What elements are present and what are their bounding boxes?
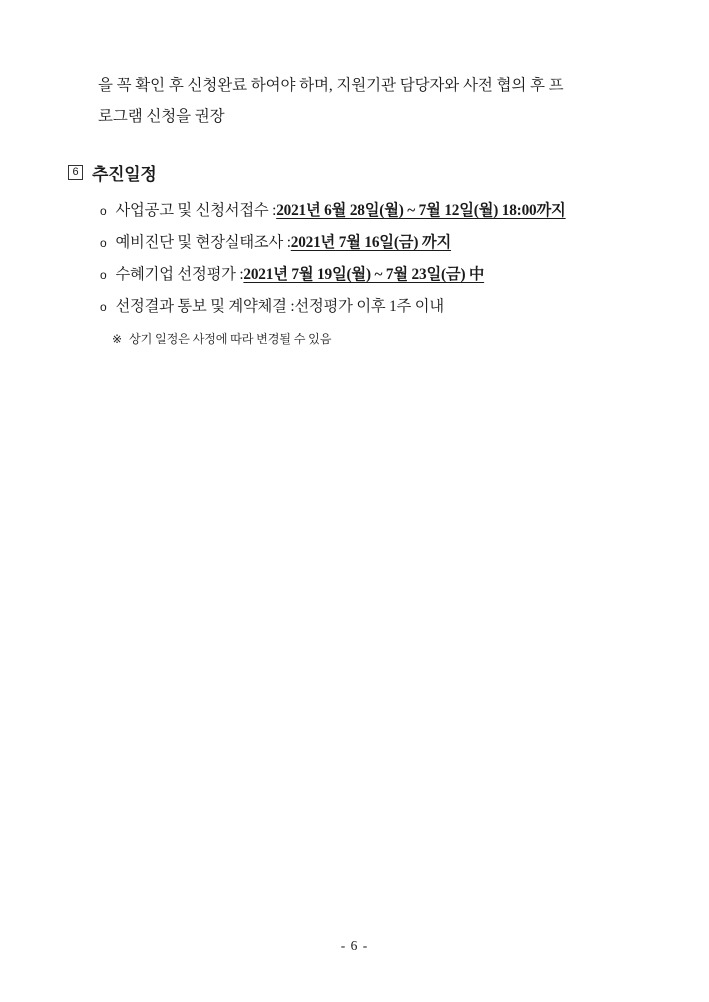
intro-line-1: 을 꼭 확인 후 신청완료 하여야 하며, 지원기관 담당자와 사전 협의 후 프 [98,77,564,94]
item-value: 2021년 6월 28일(월) ~ 7월 12일(월) 18:00까지 [276,202,566,219]
note-text: 상기 일정은 사정에 따라 변경될 수 있음 [129,332,332,346]
schedule-note [62,329,647,349]
intro-line-2: 로그램 신청을 권장 [98,108,225,125]
item-label: 수혜기업 선정평가 : [115,266,244,283]
item-label: 예비진단 및 현장실태조사 : [115,234,291,251]
item-label: 선정결과 통보 및 계약체결 : [115,298,295,315]
note-mark-icon: ※ [112,332,123,346]
item-value: 2021년 7월 16일(금) 까지 [290,234,452,251]
list-item [62,291,647,323]
section-heading [62,160,647,185]
bullet-marker: o [100,268,107,282]
item-label: 사업공고 및 신청서접수 : [115,202,277,219]
item-value: 선정평가 이후 1주 이내 [294,298,444,315]
list-item [62,227,647,259]
intro-paragraph [62,70,647,132]
list-item [62,195,647,227]
bullet-marker: o [100,300,107,314]
item-value: 2021년 7월 19일(월) ~ 7월 23일(금) 中 [243,266,485,283]
schedule-list [62,195,647,323]
section-number-box: 6 [68,165,83,180]
list-item [62,259,647,291]
section-title: 추진일정 [92,165,157,184]
page-number: - 6 - [340,938,369,953]
bullet-marker: o [100,236,107,250]
bullet-marker: o [100,204,107,218]
